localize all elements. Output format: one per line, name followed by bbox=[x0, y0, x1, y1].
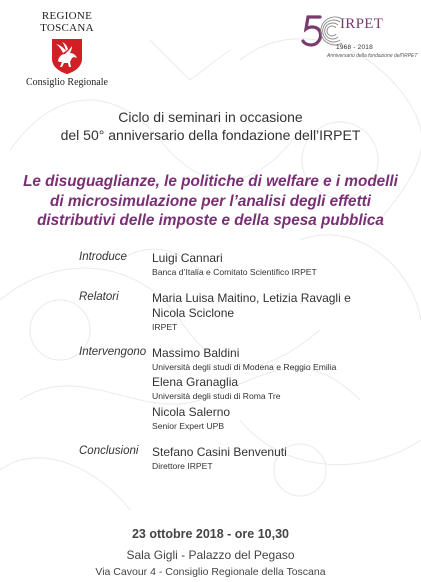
irpet-name: IRPET bbox=[340, 16, 384, 32]
seminar-title bbox=[10, 172, 411, 231]
speaker-affiliation: Senior Expert UPB bbox=[152, 421, 225, 431]
title-line-2: di microsimulazione per l’analisi degli effetti bbox=[49, 192, 372, 210]
speaker-affiliation: Università degli studi di Roma Tre bbox=[152, 391, 281, 401]
speaker-name: Nicola Salerno bbox=[152, 405, 231, 419]
regione-toscana-logo bbox=[22, 10, 112, 88]
speaker-name: Elena Granaglia bbox=[152, 375, 239, 389]
event-date: 23 ottobre 2018 - ore 10,30 bbox=[131, 527, 290, 541]
title-line-1: Le disuguaglianze, le politiche di welfare e i modelli bbox=[23, 173, 398, 190]
speaker-affiliation: Direttore IRPET bbox=[152, 461, 213, 471]
seminar-intro bbox=[0, 108, 421, 144]
speaker-name-line-1: Maria Luisa Maitino, Letizia Ravagli e bbox=[152, 291, 351, 305]
region-title: REGIONE TOSCANA bbox=[40, 10, 94, 34]
speaker-name: Stefano Casini Benvenuti bbox=[152, 445, 287, 459]
title-line-3: distributivi delle imposte e della spesa pubblica bbox=[37, 212, 384, 229]
speaker-name-line-2: Nicola Sciclone bbox=[152, 306, 235, 320]
role-label: Introduce bbox=[79, 251, 127, 263]
speaker-affiliation: Università degli studi di Modena e Reggio Emilia bbox=[152, 362, 337, 372]
speaker-affiliation: IRPET bbox=[152, 322, 178, 332]
speaker-affiliation: Banca d’Italia e Comitato Scientifico IRPET bbox=[152, 267, 317, 277]
speaker-name: Luigi Cannari bbox=[152, 251, 223, 265]
role-label: Relatori bbox=[79, 291, 119, 303]
irpet-anniversary-caption: Anniversario della fondazione dell'IRPET bbox=[327, 53, 418, 59]
event-address: Via Cavour 4 - Consiglio Regionale della Toscana bbox=[95, 566, 326, 578]
intro-line-1: Ciclo di seminari in occasione bbox=[118, 109, 303, 125]
role-label: Intervengono bbox=[79, 346, 147, 358]
council-label: Consiglio Regionale bbox=[26, 77, 108, 88]
intro-line-2: del 50° anniversario della fondazione dell’IRPET bbox=[60, 127, 361, 143]
irpet-years: 1968 - 2018 bbox=[336, 44, 373, 51]
irpet-50-logo bbox=[300, 14, 418, 64]
event-venue: Sala Gigli - Palazzo del Pegaso bbox=[126, 548, 295, 562]
pegasus-crest-icon bbox=[50, 37, 84, 75]
speaker-name: Massimo Baldini bbox=[152, 346, 240, 360]
role-label: Conclusioni bbox=[79, 445, 139, 457]
